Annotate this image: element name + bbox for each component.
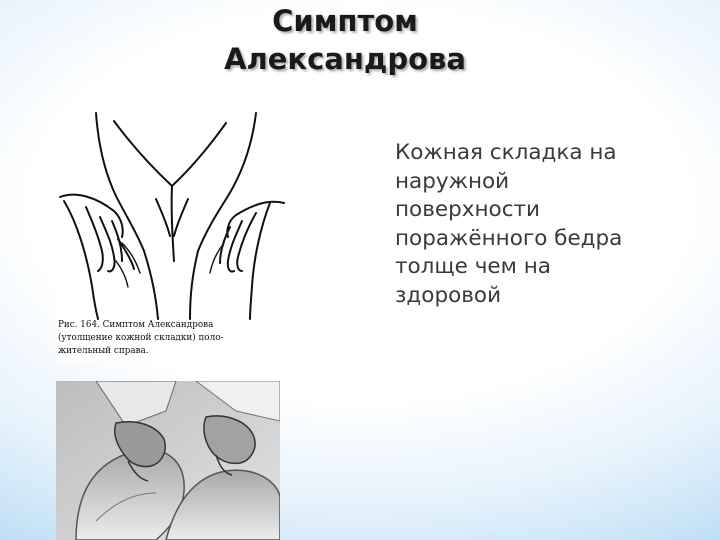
body-line-3: поверхности bbox=[395, 197, 541, 222]
body-line-4: поражённого бедра bbox=[395, 225, 623, 251]
figure-caption bbox=[58, 319, 288, 358]
caption-line-3: жительный справа. bbox=[58, 346, 149, 356]
title-line-1: Симптом bbox=[272, 4, 418, 38]
thigh-pinch-drawing bbox=[56, 111, 288, 321]
exam-photo bbox=[56, 381, 280, 540]
body-line-2: наружной bbox=[395, 168, 510, 194]
slide-title bbox=[150, 2, 540, 78]
body-line-6: здоровой bbox=[395, 282, 502, 308]
body-line-1: Кожная складка на bbox=[395, 140, 617, 165]
title-line-2: Александрова bbox=[224, 42, 466, 76]
slide-body-text bbox=[395, 139, 695, 310]
caption-line-1: Рис. 164. Симптом Александрова bbox=[58, 320, 214, 330]
caption-line-2: (утолщение кожной складки) поло- bbox=[58, 333, 224, 343]
body-line-5: толще чем на bbox=[395, 254, 551, 279]
figure-drawing-thighs bbox=[56, 111, 288, 361]
figure-photo-exam bbox=[56, 381, 280, 540]
